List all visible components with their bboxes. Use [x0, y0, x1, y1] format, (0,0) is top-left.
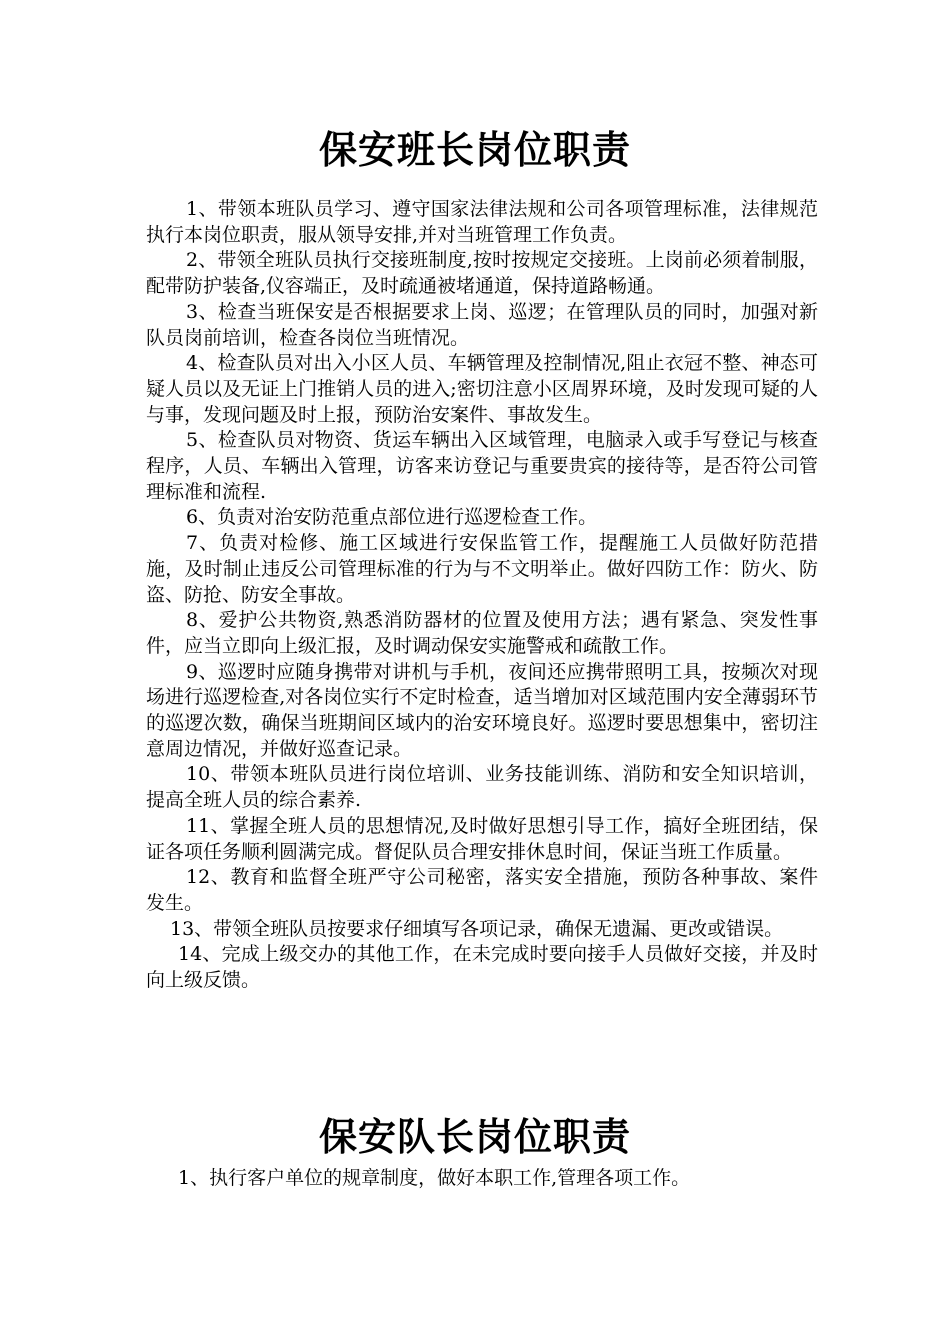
duty-item-12: 12、教育和监督全班严守公司秘密，落实安全措施，预防各种事故、案件发生。: [146, 866, 818, 914]
duty-item-14: 14、完成上级交办的其他工作，在未完成时要向接手人员做好交接，并及时向上级反馈。: [146, 943, 818, 992]
section-body-squad-leader: [146, 197, 818, 994]
duty-item-6: 6、负责对治安防范重点部位进行巡逻检查工作。: [186, 506, 598, 529]
duty-item-4: 4、检查队员对出入小区人员、车辆管理及控制情况,阻止衣冠不整、神态可疑人员以及无证上门推销人员的进入;密切注意小区周界环境，及时发现可疑的人与事，发现问题及时上报，预防治安案件、事故发生。: [146, 352, 818, 426]
section-title-squad-leader: 保安班长岗位职责: [318, 127, 631, 172]
duty-item-9: 9、巡逻时应随身携带对讲机与手机，夜间还应携带照明工具，按频次对现场进行巡逻检查,对各岗位实行不定时检查，适当增加对区域范围内安全薄弱环节的巡逻次数，确保当班期间区域内的治安环境良好。巡逻时要思想集中，密切注意周边情况，并做好巡查记录。: [146, 660, 818, 760]
section-body-team-leader: [146, 1166, 818, 1192]
duty-item-10: 10、带领本班队员进行岗位培训、业务技能训练、消防和安全知识培训，提高全班人员的综合素养.: [146, 763, 818, 812]
duty-item-7: 7、负责对检修、施工区域进行安保监管工作，提醒施工人员做好防范措施，及时制止违反公司管理标准的行为与不文明举止。做好四防工作：防火、防盗、防抢、防安全事故。: [146, 532, 818, 606]
duty-item-2: 2、带领全班队员执行交接班制度,按时按规定交接班。上岗前必须着制服，配带防护装备,仪容端正，及时疏通被堵通道，保持道路畅通。: [146, 249, 818, 298]
duty-item-5: 5、检查队员对物资、货运车辆出入区域管理，电脑录入或手写登记与核查程序，人员、车辆出入管理，访客来访登记与重要贵宾的接待等，是否符公司管理标准和流程.: [146, 429, 818, 503]
duty-item-1: 1、执行客户单位的规章制度，做好本职工作,管理各项工作。: [178, 1167, 691, 1189]
duty-item-1: 1、带领本班队员学习、遵守国家法律法规和公司各项管理标准，法律规范执行本岗位职责，服从领导安排,并对当班管理工作负责。: [146, 198, 818, 246]
duty-item-3: 3、检查当班保安是否根据要求上岗、巡逻；在管理队员的同时，加强对新队员岗前培训，检查各岗位当班情况。: [146, 300, 818, 349]
duty-item-8: 8、爱护公共物资,熟悉消防器材的位置及使用方法；遇有紧急、突发性事件，应当立即向上级汇报，及时调动保安实施警戒和疏散工作。: [146, 609, 818, 657]
duty-item-11: 11、掌握全班人员的思想情况,及时做好思想引导工作，搞好全班团结，保证各项任务顺利圆满完成。督促队员合理安排休息时间，保证当班工作质量。: [146, 814, 818, 863]
duty-item-13: 13、带领全班队员按要求仔细填写各项记录，确保无遗漏、更改或错误。: [170, 917, 784, 940]
section-title-team-leader: 保安队长岗位职责: [318, 1114, 631, 1159]
